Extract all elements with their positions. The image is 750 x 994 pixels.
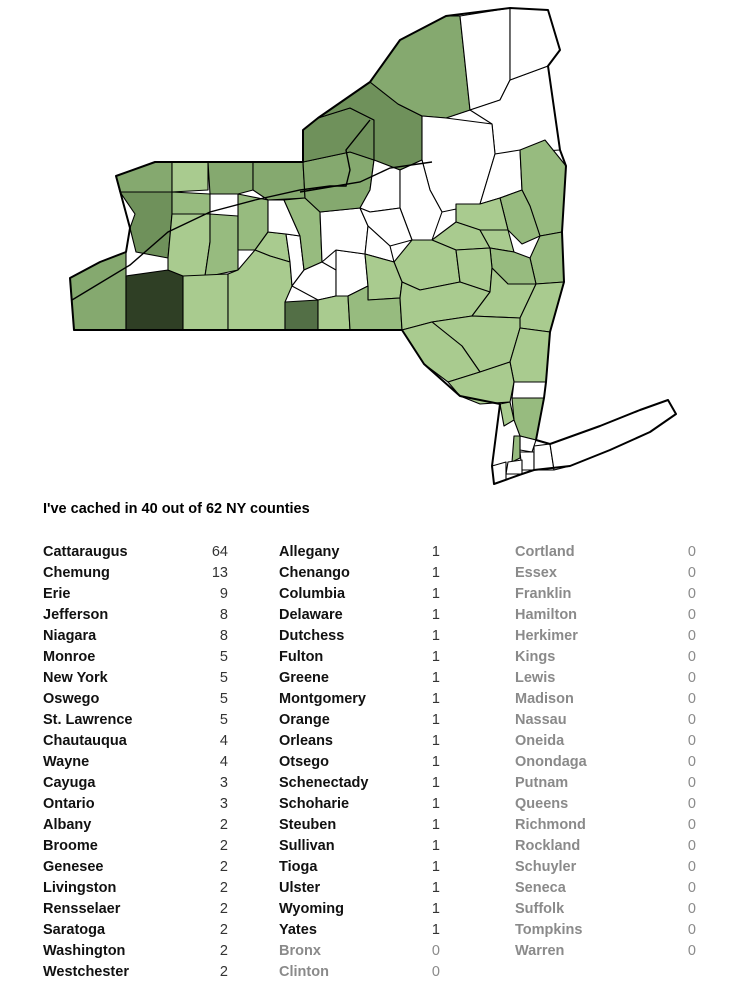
county-orleans xyxy=(172,162,208,192)
cache-count: 2 xyxy=(219,901,228,917)
county-jefferson xyxy=(303,108,374,162)
county-genesee xyxy=(172,192,210,214)
cache-count: 64 xyxy=(211,544,228,560)
county-name: Seneca xyxy=(515,880,566,896)
cache-count: 2 xyxy=(219,817,228,833)
cache-count: 1 xyxy=(431,649,440,665)
county-name: Schenectady xyxy=(279,775,369,791)
county-cattaraugus xyxy=(126,270,183,330)
cache-count: 1 xyxy=(431,544,440,560)
cache-count: 1 xyxy=(431,922,440,938)
county-name: Erie xyxy=(43,586,71,602)
county-name: Chemung xyxy=(43,565,110,581)
county-name: Rockland xyxy=(515,838,581,854)
cache-count: 0 xyxy=(687,859,696,875)
county-name: Genesee xyxy=(43,859,104,875)
ny-county-map xyxy=(0,0,750,492)
county-name: Otsego xyxy=(279,754,329,770)
county-name: Chautauqua xyxy=(43,733,127,749)
county-name: Saratoga xyxy=(43,922,106,938)
county-name: Cattaraugus xyxy=(43,544,128,560)
cache-count: 1 xyxy=(431,838,440,854)
county-monroe xyxy=(208,162,253,194)
county-chemung xyxy=(285,300,318,330)
county-name: Herkimer xyxy=(515,628,578,644)
county-name: Fulton xyxy=(279,649,324,665)
county-name: Sullivan xyxy=(279,838,335,854)
cache-count: 0 xyxy=(687,628,696,644)
county-name: Cayuga xyxy=(43,775,96,791)
cache-count: 0 xyxy=(687,754,696,770)
county-name: Broome xyxy=(43,838,98,854)
county-name: Schuyler xyxy=(515,859,577,875)
cache-count: 1 xyxy=(431,796,440,812)
cache-count: 1 xyxy=(431,691,440,707)
county-kings xyxy=(506,460,522,474)
county-name: Orange xyxy=(279,712,330,728)
cache-count: 0 xyxy=(687,565,696,581)
county-name: Nassau xyxy=(515,712,567,728)
cache-count: 5 xyxy=(219,649,228,665)
county-name: Clinton xyxy=(279,964,329,980)
cache-count: 1 xyxy=(431,670,440,686)
county-new-york xyxy=(512,436,520,462)
cache-count: 1 xyxy=(431,880,440,896)
county-name: Kings xyxy=(515,649,556,665)
county-clinton-east xyxy=(510,8,560,80)
cache-count: 9 xyxy=(219,586,228,602)
county-name: Columbia xyxy=(279,586,346,602)
cache-count: 0 xyxy=(687,586,696,602)
cache-count: 0 xyxy=(687,922,696,938)
cache-count: 0 xyxy=(687,901,696,917)
county-suffolk xyxy=(550,400,676,470)
cache-count: 2 xyxy=(219,880,228,896)
county-name: St. Lawrence xyxy=(43,712,133,728)
county-name: Cortland xyxy=(515,544,575,560)
cache-count: 0 xyxy=(687,691,696,707)
county-name: Richmond xyxy=(515,817,586,833)
county-name: Lewis xyxy=(515,670,556,686)
county-name: Putnam xyxy=(515,775,569,791)
cache-count: 0 xyxy=(687,733,696,749)
cache-count: 2 xyxy=(219,859,228,875)
county-name: Ontario xyxy=(43,796,95,812)
county-name: Bronx xyxy=(279,943,321,959)
county-name: Yates xyxy=(279,922,317,938)
cache-count: 1 xyxy=(431,754,440,770)
county-name: Tioga xyxy=(279,859,318,875)
cache-count: 1 xyxy=(431,859,440,875)
cache-count: 1 xyxy=(431,586,440,602)
ny-county-map-svg xyxy=(0,0,750,492)
county-name: Greene xyxy=(279,670,329,686)
cache-count: 0 xyxy=(687,607,696,623)
county-name: Orleans xyxy=(279,733,333,749)
cache-count: 5 xyxy=(219,691,228,707)
cache-count: 0 xyxy=(687,817,696,833)
cache-count: 3 xyxy=(219,796,228,812)
cache-count: 1 xyxy=(431,775,440,791)
cache-count: 2 xyxy=(219,964,228,980)
county-name: Hamilton xyxy=(515,607,578,623)
county-name: Suffolk xyxy=(515,901,565,917)
cache-count: 0 xyxy=(687,838,696,854)
county-name: Niagara xyxy=(43,628,97,644)
cache-count: 1 xyxy=(431,817,440,833)
county-name: Schoharie xyxy=(279,796,350,812)
county-name: Livingston xyxy=(43,880,117,896)
county-name: Rensselaer xyxy=(43,901,121,917)
county-name: Steuben xyxy=(279,817,337,833)
county-allegany xyxy=(183,274,228,330)
county-tioga xyxy=(318,296,350,330)
county-niagara xyxy=(116,162,172,196)
county-name: Franklin xyxy=(515,586,572,602)
cache-count: 4 xyxy=(219,754,228,770)
cache-count: 3 xyxy=(219,775,228,791)
county-name: Oneida xyxy=(515,733,565,749)
county-name: Allegany xyxy=(279,544,340,560)
cache-count: 5 xyxy=(219,670,228,686)
cache-count: 1 xyxy=(431,733,440,749)
county-name: Wyoming xyxy=(279,901,344,917)
county-name: Albany xyxy=(43,817,92,833)
cache-count: 0 xyxy=(687,544,696,560)
cache-count: 1 xyxy=(431,628,440,644)
county-name: Monroe xyxy=(43,649,96,665)
county-name: Queens xyxy=(515,796,569,812)
county-putnam xyxy=(512,382,546,398)
county-rensselaer xyxy=(530,232,564,284)
county-name: Madison xyxy=(515,691,574,707)
county-name: Tompkins xyxy=(515,922,583,938)
county-name: Jefferson xyxy=(43,607,109,623)
county-name: Oswego xyxy=(43,691,100,707)
cache-count: 1 xyxy=(431,565,440,581)
cache-count: 8 xyxy=(219,628,228,644)
cache-count: 0 xyxy=(687,880,696,896)
cache-count: 0 xyxy=(687,775,696,791)
cache-count: 8 xyxy=(219,607,228,623)
county-name: Dutchess xyxy=(279,628,345,644)
cache-count: 0 xyxy=(687,649,696,665)
county-wyoming xyxy=(168,214,210,276)
county-name: Onondaga xyxy=(515,754,587,770)
county-name: Westchester xyxy=(43,964,129,980)
county-name: Wayne xyxy=(43,754,90,770)
county-name: Ulster xyxy=(279,880,321,896)
county-livingston xyxy=(205,214,238,276)
summary-heading: I've cached in 40 out of 62 NY counties xyxy=(43,501,310,517)
cache-count: 0 xyxy=(431,964,440,980)
cache-count: 0 xyxy=(431,943,440,959)
cache-count: 1 xyxy=(431,607,440,623)
county-name: Delaware xyxy=(279,607,343,623)
county-name: Chenango xyxy=(279,565,350,581)
county-name: Montgomery xyxy=(279,691,366,707)
county-rockland xyxy=(500,402,514,426)
cache-count: 0 xyxy=(687,943,696,959)
county-name: Warren xyxy=(515,943,565,959)
cache-count: 4 xyxy=(219,733,228,749)
cache-count: 2 xyxy=(219,838,228,854)
cache-count: 1 xyxy=(431,712,440,728)
cache-count: 1 xyxy=(431,901,440,917)
county-name: Essex xyxy=(515,565,557,581)
cache-count: 0 xyxy=(687,670,696,686)
cache-count: 13 xyxy=(211,565,228,581)
county-name: New York xyxy=(43,670,108,686)
cache-count: 5 xyxy=(219,712,228,728)
cache-count: 2 xyxy=(219,943,228,959)
cache-count: 0 xyxy=(687,796,696,812)
county-erie xyxy=(120,192,172,258)
county-name: Washington xyxy=(43,943,126,959)
cache-count: 0 xyxy=(687,712,696,728)
cache-count: 2 xyxy=(219,922,228,938)
